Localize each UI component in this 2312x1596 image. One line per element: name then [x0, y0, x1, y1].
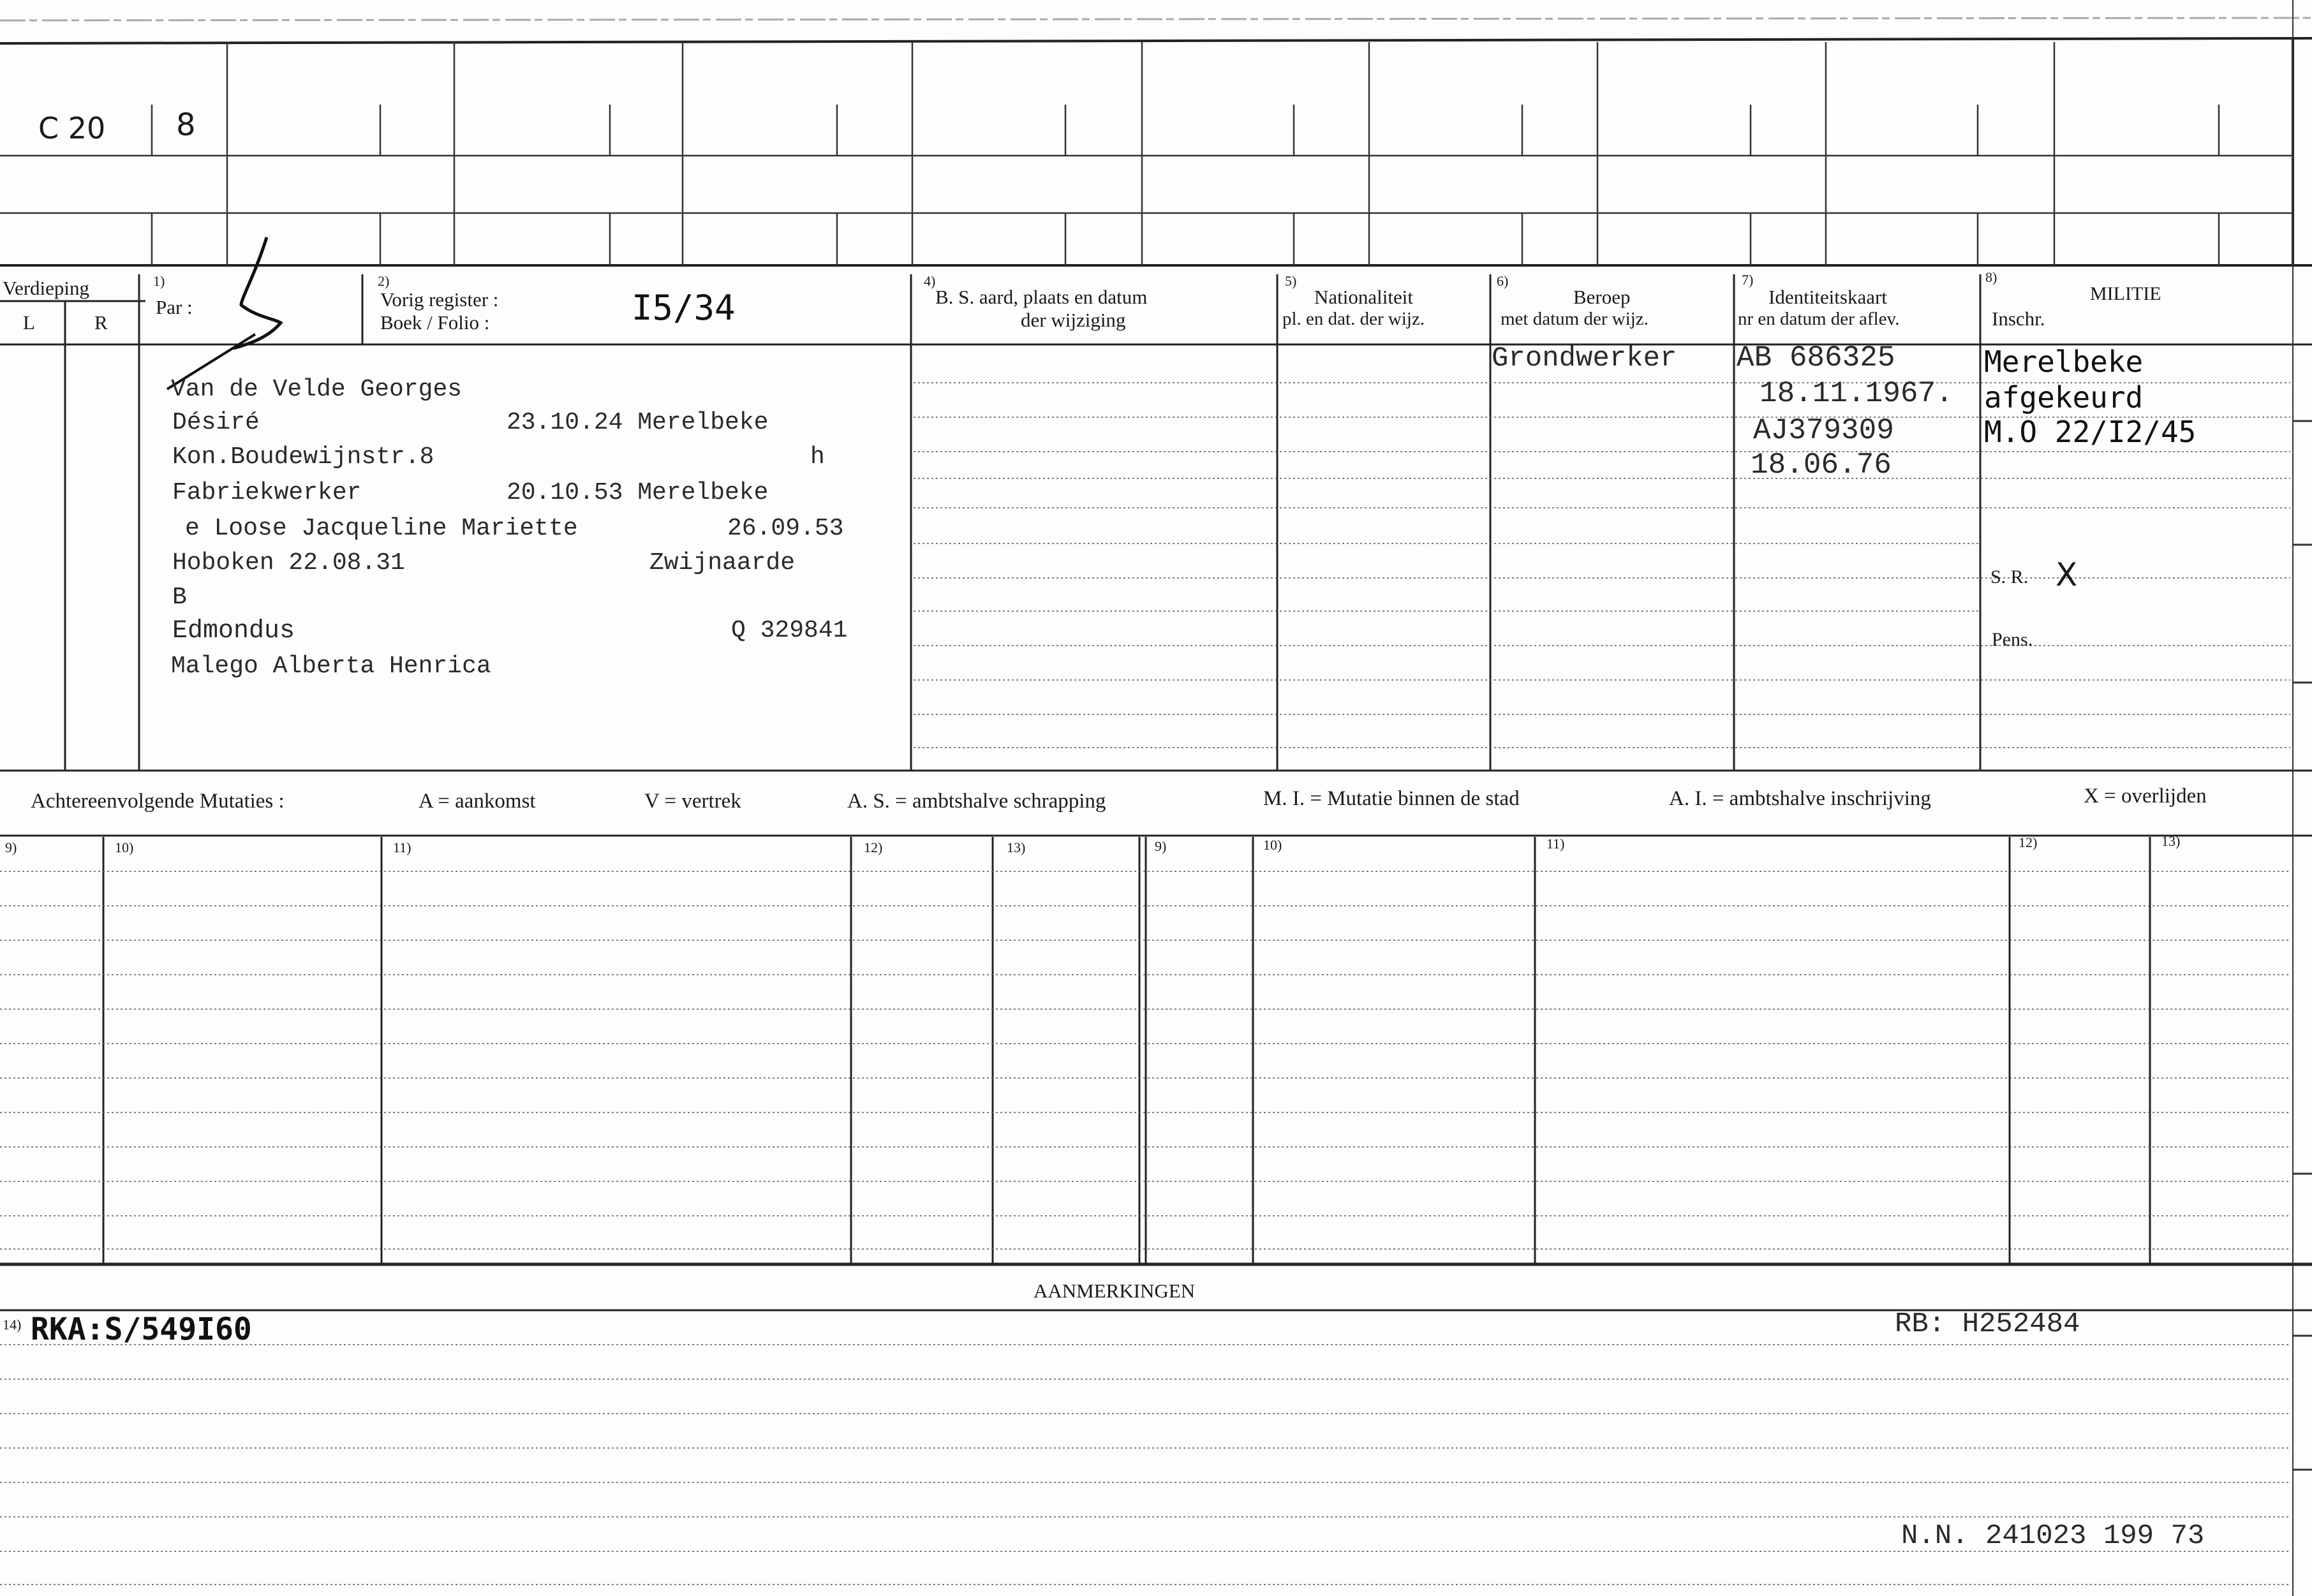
person-line: Van de Velde Georges: [171, 376, 463, 403]
col-number: 13): [2161, 833, 2181, 849]
card-code: C 20: [38, 111, 106, 145]
col-number: 11): [393, 839, 411, 855]
person-q-number: Q 329841: [731, 617, 848, 644]
header-inschr: Inschr.: [1992, 307, 2045, 330]
militie-value: M.O 22/I2/45: [1984, 415, 2197, 449]
header-par-num: 1): [153, 273, 165, 289]
header-beroep-num: 6): [1497, 273, 1509, 289]
person-marriage: 20.10.53 Merelbeke: [507, 479, 769, 506]
mutaties-title: Achtereenvolgende Mutaties :: [31, 790, 285, 813]
person-line: Fabriekwerker: [172, 479, 362, 506]
header-r: R: [94, 311, 108, 334]
legend-item: A. S. = ambtshalve schrapping: [847, 790, 1106, 813]
person-birth: 23.10.24 Merelbeke: [507, 409, 769, 436]
legend-item: A = aankomst: [419, 790, 536, 813]
header-beroep-sub: met datum der wijz.: [1501, 309, 1649, 329]
person-spouse-date: 26.09.53: [727, 515, 844, 542]
sr-mark: X: [2056, 556, 2078, 593]
legend-item: A. I. = ambtshalve inschrijving: [1669, 787, 1931, 810]
col-number: 10): [1263, 837, 1282, 853]
person-line: Edmondus: [172, 617, 295, 646]
rb-number: RB: H252484: [1895, 1308, 2080, 1340]
header-bs-num: 4): [924, 273, 936, 289]
aanmerkingen-title: AANMERKINGEN: [1034, 1280, 1196, 1302]
header-nat-num: 5): [1285, 273, 1297, 289]
header-vorig-register: Vorig register :: [380, 288, 499, 311]
militie-value: Merelbeke: [1984, 344, 2144, 379]
vorig-register-value: I5/34: [632, 288, 736, 328]
id-card-number: AJ379309: [1753, 414, 1894, 447]
legend-item: X = overlijden: [2084, 785, 2207, 808]
nn-number: N.N. 241023 199 73: [1901, 1520, 2205, 1552]
par-scribble: [233, 237, 281, 348]
col-number: 9): [1155, 838, 1167, 854]
legend-item: M. I. = Mutatie binnen de stad: [1263, 787, 1520, 810]
col-number: 10): [115, 839, 134, 855]
card-number: 8: [176, 107, 196, 143]
col-number: 13): [1007, 839, 1026, 855]
header-militie-num: 8): [1985, 269, 1997, 285]
person-line: e Loose Jacqueline Mariette: [185, 515, 578, 542]
person-line: B: [172, 584, 187, 611]
person-line: Hoboken 22.08.31: [172, 549, 405, 577]
header-identiteitskaart: Identiteitskaart: [1768, 286, 1887, 308]
header-nationaliteit: Nationaliteit: [1314, 286, 1413, 308]
header-verdieping: Verdieping: [3, 277, 90, 299]
id-card-date: 18.11.1967.: [1760, 377, 1953, 410]
militie-value: afgekeurd: [1984, 380, 2144, 415]
id-card-date: 18.06.76: [1751, 448, 1892, 482]
pens-label: Pens.: [1992, 629, 2033, 650]
aanmerkingen-num: 14): [3, 1317, 22, 1333]
person-line: Désiré: [172, 409, 260, 436]
sr-label: S. R.: [1990, 566, 2029, 587]
col-number: 11): [1546, 836, 1565, 852]
header-bs-aard: B. S. aard, plaats en datum: [935, 286, 1148, 308]
header-nationaliteit-sub: pl. en dat. der wijz.: [1282, 309, 1425, 329]
rka-number: RKA:S/549I60: [31, 1312, 252, 1347]
header-par: Par :: [156, 296, 193, 318]
person-line: Malego Alberta Henrica: [171, 653, 491, 680]
header-bs-wijziging: der wijziging: [1021, 309, 1126, 331]
col-number: 12): [2019, 834, 2038, 850]
person-line: Kon.Boudewijnstr.8: [172, 443, 434, 471]
person-h: h: [810, 443, 825, 471]
person-zwijnaarde: Zwijnaarde: [649, 549, 796, 577]
col-number: 9): [5, 839, 17, 855]
legend-item: V = vertrek: [644, 790, 741, 813]
header-vorig-num: 2): [378, 273, 390, 289]
col-number: 12): [864, 839, 883, 855]
header-id-num: 7): [1742, 272, 1754, 288]
header-boek-folio: Boek / Folio :: [380, 311, 490, 334]
beroep-value: Grondwerker: [1492, 343, 1677, 374]
header-l: L: [23, 311, 35, 334]
id-card-number: AB 686325: [1737, 341, 1895, 374]
header-id-sub: nr en datum der aflev.: [1738, 309, 1900, 329]
header-militie: MILITIE: [2090, 283, 2161, 304]
header-beroep: Beroep: [1573, 286, 1631, 308]
